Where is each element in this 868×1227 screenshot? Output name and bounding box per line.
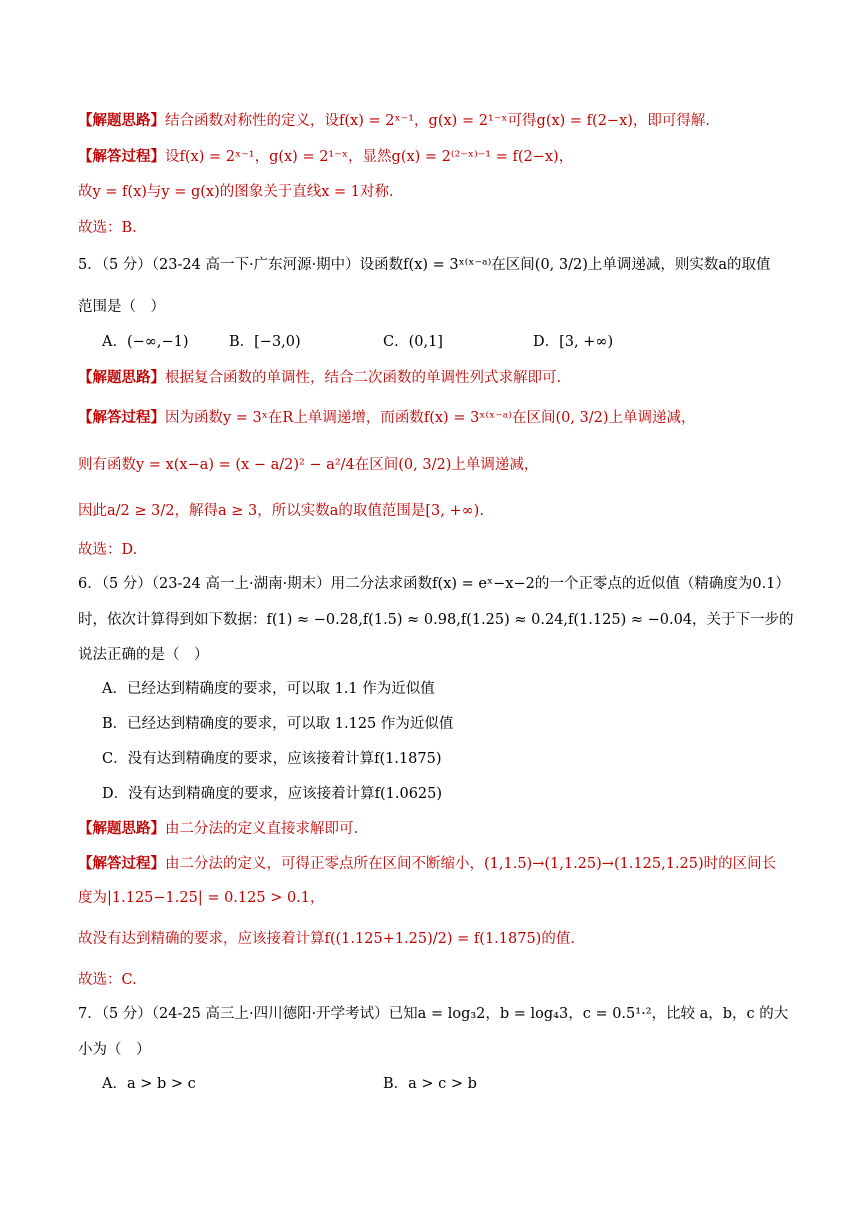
idea-text: 根据复合函数的单调性，结合二次函数的单调性列式求解即可. [165, 370, 562, 386]
solution4-idea [78, 110, 710, 132]
idea-tag: 【解题思路】 [78, 369, 165, 386]
process-text: 由二分法的定义，可得正零点所在区间不断缩小，(1,1.5)→(1,1.25)→(1.125,1.25)时的区间长 [165, 856, 777, 872]
q7-option-a: A．a > b > c [102, 1076, 196, 1092]
q7-stem-line1: 7．（5 分）（24-25 高三上·四川德阳·开学考试）已知a = log₃2，b = log₄3，c = 0.5¹·²，比较 a，b，c 的大 [78, 1006, 789, 1022]
q5-option-a: A．(−∞,−1) [102, 334, 189, 350]
q6-option-a: A．已经达到精确度的要求，可以取 1.1 作为近似值 [102, 681, 435, 697]
q6-stem-line2: 时，依次计算得到如下数据：f(1) ≈ −0.28,f(1.5) ≈ 0.98,f(1.25) ≈ 0.24,f(1.125) ≈ −0.04，关于下一步的 [78, 612, 794, 628]
idea-tag: 【解题思路】 [78, 820, 165, 837]
q6-process-line2: 度为|1.125−1.25| = 0.125 > 0.1， [78, 890, 325, 906]
idea-tag: 【解题思路】 [78, 112, 165, 129]
q5-idea [78, 367, 561, 389]
q6-process [78, 853, 776, 875]
q6-answer: 故选：C. [78, 972, 137, 988]
process-text: 设f(x) = 2ˣ⁻¹，g(x) = 2¹⁻ˣ，显然g(x) = 2⁽²⁻ˣ⁾⁻¹ = f(2−x)， [165, 149, 574, 165]
q5-process-line3: 因此a/2 ≥ 3/2，解得a ≥ 3，所以实数a的取值范围是[3, +∞). [78, 503, 484, 519]
q5-stem-line2: 范围是（ ） [78, 299, 165, 315]
process-tag: 【解答过程】 [78, 409, 165, 426]
q6-option-d: D．没有达到精确度的要求，应该接着计算f(1.0625) [102, 786, 443, 802]
q5-option-b: B．[−3,0) [229, 334, 301, 350]
q6-process-line3: 故没有达到精确的要求，应该接着计算f((1.125+1.25)/2) = f(1.1875)的值. [78, 931, 575, 947]
q5-option-c: C．(0,1] [383, 334, 443, 350]
q5-answer: 故选：D. [78, 542, 138, 558]
q6-option-b: B．已经达到精确度的要求，可以取 1.125 作为近似值 [102, 716, 454, 732]
q5-process-line2: 则有函数y = x(x−a) = (x − a/2)² − a²/4在区间(0, 3/2)上单调递减， [78, 457, 539, 473]
q5-option-d: D．[3, +∞) [533, 334, 614, 350]
q6-stem-line3: 说法正确的是（ ） [78, 647, 209, 663]
idea-text: 由二分法的定义直接求解即可. [165, 821, 359, 837]
process-tag: 【解答过程】 [78, 855, 165, 872]
q6-idea [78, 818, 358, 840]
solution4-process-line2: 故y = f(x)与y = g(x)的图象关于直线x = 1对称. [78, 184, 394, 200]
process-tag: 【解答过程】 [78, 148, 165, 165]
q7-option-b: B．a > c > b [383, 1076, 477, 1092]
q6-stem-line1: 6．（5 分）（23-24 高一上·湖南·期末）用二分法求函数f(x) = eˣ−x−2的一个正零点的近似值（精确度为0.1） [78, 576, 790, 592]
q7-stem-line2: 小为（ ） [78, 1042, 151, 1058]
idea-text: 结合函数对称性的定义，设f(x) = 2ˣ⁻¹，g(x) = 2¹⁻ˣ可得g(x) = f(2−x)，即可得解. [165, 113, 711, 129]
q5-process [78, 407, 696, 429]
solution4-answer: 故选：B. [78, 220, 137, 236]
solution4-process [78, 146, 573, 168]
process-text: 因为函数y = 3ˣ在R上单调递增，而函数f(x) = 3ˣ⁽ˣ⁻ᵃ⁾在区间(0, 3/2)上单调递减， [165, 410, 696, 426]
q5-stem-line1: 5．（5 分）（23-24 高一下·广东河源·期中）设函数f(x) = 3ˣ⁽ˣ⁻ᵃ⁾在区间(0, 3/2)上单调递减，则实数a的取值 [78, 257, 771, 273]
q6-option-c: C．没有达到精确度的要求，应该接着计算f(1.1875) [102, 751, 442, 767]
